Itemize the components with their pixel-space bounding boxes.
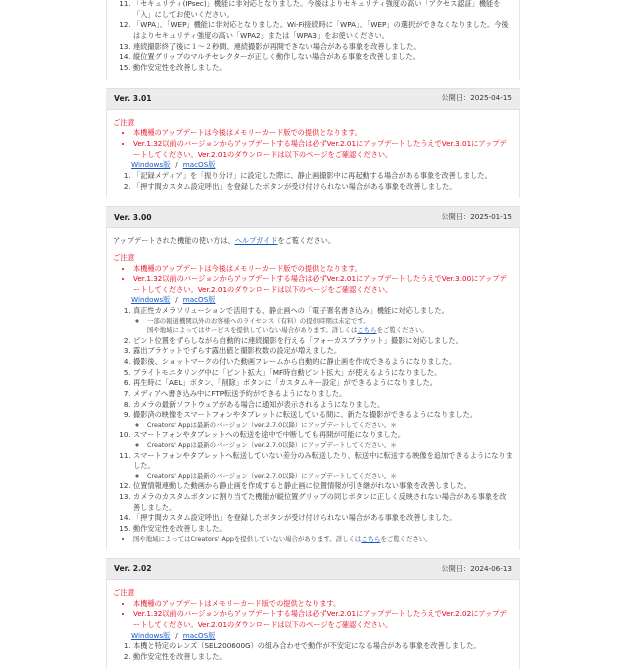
sub-item: ◦ Creators' Appは最新のバージョン（ver.2.7.0以降）にアップデートしてください。＊ [147,472,513,481]
link-separator: / [175,295,178,305]
list-item: 2. 動作安定性を改善しました。 [133,652,513,663]
caution-title: ご注意 [113,117,135,127]
macos-download-link[interactable]: macOS版 [182,160,216,170]
release-date: 公開日：2025-04-15 [441,93,512,103]
list-item [133,410,513,430]
caution-item: • Ver.1.32以前のバージョンからアップデートする場合は必ずVer.2.01にアップデートしたうえでVer.3.01にアップデートしてください。Ver.2.01のダウンロードは以下のページをご確認ください。 [133,139,513,160]
list-item: 2. 「押す間カスタム設定呼出」を登録したボタンが受け付けられない場合がある事象を改善しました。 [133,182,513,193]
release-date: 公開日：2024-06-13 [441,563,512,573]
footnote-text: をご覧ください。 [380,534,432,543]
list-item: 1. 「記録メディア」を「振り分け」に設定した際に、静止画撮影中に再起動する場合がある事象を改善しました。 [133,171,513,182]
macos-download-link[interactable]: macOS版 [182,630,216,640]
download-links [113,160,513,171]
version-label: Ver. 2.02 [114,564,152,574]
list-item: 14. 縦位置グリップのマルチセレクターが正しく動作しない場合がある事象を改善しました。 [133,52,513,63]
download-links [113,631,513,642]
help-guide-link[interactable]: ヘルプガイド [234,236,278,246]
version-header-301 [106,88,520,110]
help-guide-intro [113,236,513,247]
creators-app-details-link[interactable]: こちら [361,534,381,543]
list-item: 5. ブライトモニタリング中に「ピント拡大」「MF時自動ピント拡大」が使えるようになりました。 [133,368,513,379]
note-text: 国や地域によってはサービスを提供していない場合があります。詳しくは [147,326,358,335]
caution-item: • 本機種のアップデートはメモリーカード版での提供となります。 [133,599,513,610]
prev-version-section [106,0,520,80]
windows-download-link[interactable]: Windows版 [131,295,171,305]
list-item: 8. カメラの最新ソフトウェアがある場合に通知が表示されるようになりました。 [133,400,513,411]
version-header-202 [106,558,520,580]
sub-item: ◦ Creators' Appは最新のバージョン（ver.2.7.0以降）にアップデートしてください。＊ [147,441,513,450]
windows-download-link[interactable]: Windows版 [131,160,171,170]
version-section-202 [106,580,520,669]
list-item: 13. カメラのカスタムボタンに割り当てた機能が縦位置グリップの同じボタンに正しく反映されない場合がある事象を改善しました。 [133,492,513,513]
intro-text: をご覧ください。 [277,236,336,246]
sub-list [133,421,513,430]
list-item: 6. 再生時に「AEL」ボタン、「削除」ボタンに「カスタムキー設定」ができるようになりました。 [133,378,513,389]
content-column [106,0,520,669]
sub-list [133,441,513,450]
caution-item: • Ver.1.32以前のバージョンからアップデートする場合は必ずVer.2.01にアップデートしたうえでVer.3.00にアップデートしてください。Ver.2.01のダウンロードは以下のページをご確認ください。 [133,274,513,295]
intro-text: アップデートされた機能の使い方は、 [113,236,235,246]
prev-items [113,0,513,74]
list-item: 11. 「セキュリティ(IPsec)」機能に非対応となりました。今後はよりセキュリティ強度の高い「アクセス認証」機能を「入」にしてお使いください。 [133,0,513,20]
changes-list [113,171,513,192]
footnote [133,535,513,544]
caution-item: • Ver.1.32以前のバージョンからアップデートする場合は必ずVer.2.01にアップデートしたうえでVer.2.02にアップデートしてください。Ver.2.01のダウンロードは以下のページをご確認ください。 [133,609,513,630]
list-item: 1. 本機と特定のレンズ（SEL200600G）の組み合わせで動作が不安定になる場合がある事象を改善しました。 [133,641,513,652]
list-item: 13. 連続撮影終了後に１～２秒間、連続撮影が再開できない場合がある事象を改善しました。 [133,42,513,53]
caution-list [113,128,513,160]
item-text: スマートフォンやタブレットへの転送を途中で中断しても再開が可能になりました。 [133,430,406,440]
list-item: 2. ピント位置をずらしながら自動的に連続撮影を行える「フォーカスブラケット」撮影に対応しました。 [133,336,513,347]
sub-item: ◦ Creators' Appは最新のバージョン（ver.2.7.0以降）にアップデートしてください。＊ [147,421,513,430]
item-text: 撮影済の映像をスマートフォンやタブレットに転送している間に、新たな撮影ができるようになりました。 [133,410,477,420]
windows-download-link[interactable]: Windows版 [131,630,171,640]
item-text: スマートフォンやタブレットへ転送していない差分のみ転送したり、転送中に転送する映像を追加できるようになりました。 [133,450,513,471]
caution-item: • 本機種のアップデートは今後はメモリーカード版での提供となります。 [133,264,513,275]
changes-list [113,641,513,662]
sub-list [133,472,513,481]
list-item [133,306,513,336]
list-item [133,430,513,450]
sub-item: ◦ 一部の報道機関以外のお客様へのライセンス（有料）の提供時期は未定です。 [147,317,513,326]
version-label: Ver. 3.01 [114,93,152,103]
list-item: 15. 動作安定性を改善しました。 [133,524,513,535]
footnote-list [113,535,513,544]
list-item: 12. 位置情報連動した動画から静止画を作成すると静止画に位置情報が引き継がれない事象を改善しました。 [133,481,513,492]
caution-title: ご注意 [113,588,135,598]
note-text: をご覧ください。 [376,326,428,335]
link-separator: / [175,160,178,170]
caution-list [113,599,513,631]
caution-item: • 本機種のアップデートは今後はメモリーカード版での提供となります。 [133,128,513,139]
list-item: 3. 露出ブラケットでずらす露出値と撮影枚数の設定が増えました。 [133,346,513,357]
changes-list [113,306,513,535]
list-item: 7. メディアへ書き込み中にFTP転送予約ができるようになりました。 [133,389,513,400]
release-date: 公開日：2025-01-15 [441,211,512,221]
sub-list [133,317,513,326]
footnote-text: 国や地域によってはCreators' Appを提供していない場合があります。詳しくは [133,534,362,543]
item-text: 真正性カメラソリューションで活用する、静止画への「電子署名書き込み」機能に対応しました。 [133,306,449,316]
list-item: 4. 撮影後、ショットマークの付いた動画フレームから自動的に静止画を作成できるようになりました。 [133,357,513,368]
list-item [133,451,513,482]
region-details-link[interactable]: こちら [357,326,377,335]
link-separator: / [175,630,178,640]
list-item: 15. 動作安定性を改善しました。 [133,63,513,74]
list-item: 12. 「WPA」、「WEP」機能に非対応となりました。Wi-Fi接続時に「WPA」、「WEP」の選択ができなくなりました。今後はよりセキュリティ強度の高い「WPA2」または「WPA3」をお使いください。 [133,20,513,41]
version-section-301 [106,110,520,199]
caution-title: ご注意 [113,252,135,262]
list-item: 14. 「押す間カスタム設定呼出」を登録したボタンが受け付けられない場合がある事象を改善しました。 [133,513,513,524]
version-label: Ver. 3.00 [114,212,152,222]
version-header-300 [106,206,520,228]
download-links [113,295,513,306]
region-note [133,326,513,335]
version-section-300 [106,228,520,550]
caution-list [113,264,513,296]
macos-download-link[interactable]: macOS版 [182,295,216,305]
